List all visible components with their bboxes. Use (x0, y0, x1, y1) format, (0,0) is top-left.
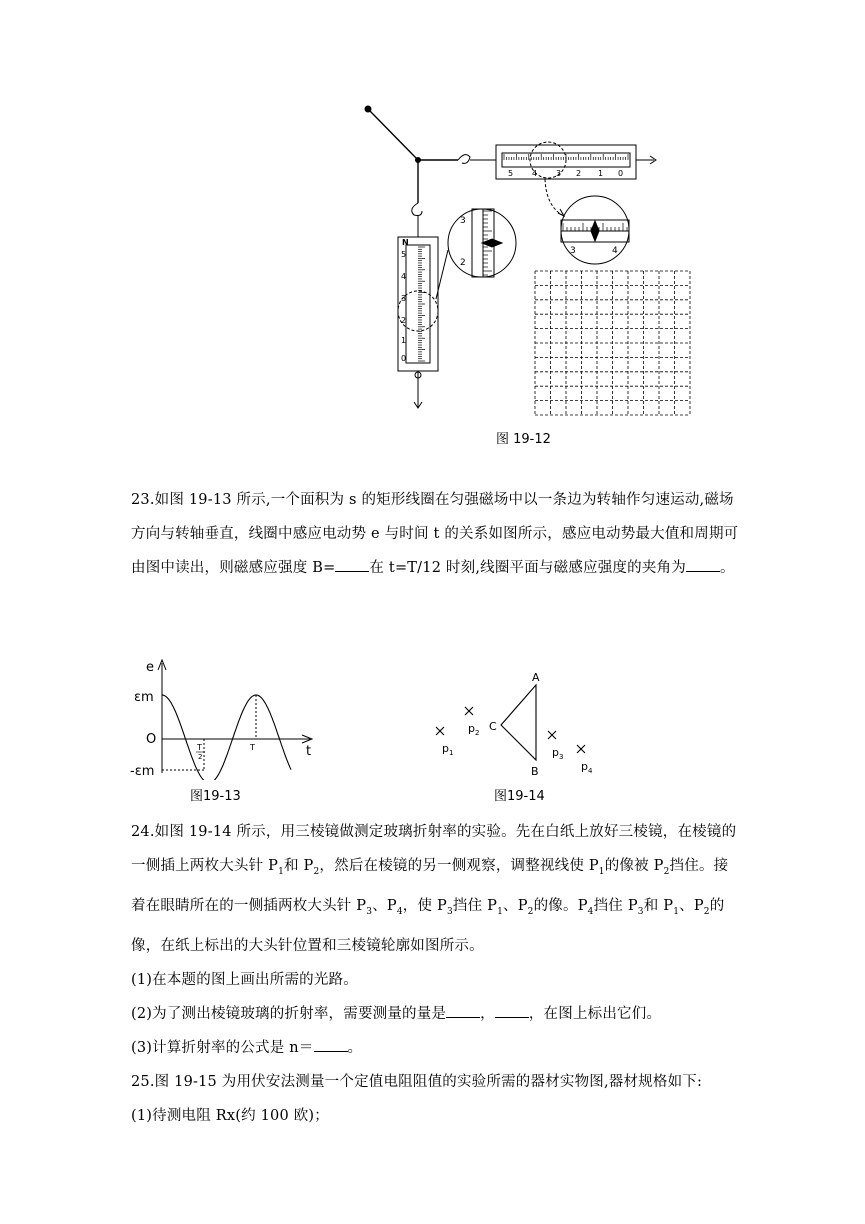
h-num-2: 2 (576, 169, 582, 178)
pin-p3: $p_3$ (552, 746, 564, 761)
v-num-1: 1 (401, 336, 407, 345)
fig13-x-axis: t (306, 744, 312, 759)
figure-19-14 (425, 665, 605, 780)
q25-line-2: (1)待测电阻 Rx(约 100 欧)； (131, 1107, 329, 1124)
fig13-origin: O (146, 732, 157, 747)
pin-p4: $p_4$ (581, 760, 593, 775)
q24-item-2: (2)为了测出棱镜玻璃的折射率，需要测量的量是 ， ，在图上标出它们。 (131, 1005, 662, 1022)
mag-h-num-4: 4 (612, 246, 618, 256)
prism-outline (501, 685, 536, 760)
figure-19-14-caption: 图19-14 (494, 789, 545, 804)
force-grid (535, 271, 690, 415)
h-num-1: 1 (598, 169, 604, 178)
q24-intro: 24.如图 19-14 所示，用三棱镜做测定玻璃折射率的实验。先在白纸上放好三棱镜，在棱镜的一侧插上两枚大头针 $P_1$和 $P_2$，然后在棱镜的另一侧观察，调整视线使 $P_1$的像被 $P_2$挡住。接着在眼睛所在的一侧插两枚大头针 $P_3$、$P_4$，使 $P_3$挡住 $P_1$、$P_2$的像。$P_4$挡住 $P_3$和 $P_1$、$P_2$的像，在纸上标出的大头针位置和三棱镜轮廓如图所示。 (131, 824, 737, 954)
question-23 (131, 483, 741, 585)
v-num-5: 5 (401, 250, 407, 259)
question-24 (131, 815, 741, 1133)
v-num-3: 3 (401, 294, 407, 303)
figure-19-12 (350, 95, 710, 455)
q24-blank-1[interactable] (446, 1005, 480, 1018)
h-num-4: 4 (532, 169, 538, 178)
mag-v-num-2: 2 (460, 258, 466, 268)
v-scale-numbers (401, 238, 409, 363)
fig13-t-half-den: 2 (198, 753, 203, 761)
fig13-y-axis: e (146, 660, 154, 675)
v-num-4: 4 (401, 272, 407, 281)
q23-text-a: 23.如图 19-13 所示,一个面积为 s 的矩形线圈在匀强磁场中以一条边为转轴作匀速运动,磁场方向与转轴垂直，线圈中感应电动势 e 与时间 t 的关系如图所示，感应电动势最大值和周期可由图中读出，则磁感应强度 B= (131, 492, 739, 576)
q24-blank-2[interactable] (495, 1005, 529, 1018)
h-num-5: 5 (508, 169, 514, 178)
q23-blank-2[interactable] (686, 559, 720, 572)
emf-curve (162, 695, 291, 780)
h-scale-numbers (508, 169, 623, 178)
q23-blank-1[interactable] (335, 559, 369, 572)
v-scale-n: N (402, 238, 409, 247)
figure-19-12-caption: 图 19-12 (496, 432, 551, 447)
pin-p2: $p_2$ (468, 722, 480, 737)
v-num-2: 2 (401, 316, 407, 325)
h-num-3: 3 (556, 169, 562, 178)
figure-19-13 (130, 655, 330, 780)
figure-19-13-caption: 图19-13 (190, 789, 241, 804)
prism-label-b: B (531, 765, 539, 778)
q25-line-1: 25.图 19-15 为用伏安法测量一个定值电阻阻值的实验所需的器材实物图,器材规格如下: (131, 1073, 703, 1090)
h-num-0: 0 (618, 169, 624, 178)
v-num-0: 0 (401, 354, 407, 363)
q24-item-3: (3)计算折射率的公式是 n＝ 。 (131, 1039, 363, 1056)
fig13-emf-max: εm (134, 690, 154, 705)
fig13-t-half-num: T (197, 743, 202, 752)
pin-p1: $p_1$ (442, 742, 454, 757)
q24-blank-3[interactable] (314, 1039, 348, 1052)
mag-h-num-3: 3 (570, 246, 576, 256)
mag-v-num-3: 3 (460, 216, 466, 226)
q23-text-b: 在 t=T/12 时刻,线圈平面与磁感应强度的夹角为 (369, 560, 686, 576)
q24-item-1: (1)在本题的图上画出所需的光路。 (131, 971, 358, 988)
fig13-t-full: T (250, 743, 255, 752)
fig13-emf-min: -εm (130, 764, 155, 779)
prism-label-a: A (532, 671, 540, 684)
prism-label-c: C (489, 720, 497, 733)
q23-text-c: 。 (719, 560, 735, 576)
